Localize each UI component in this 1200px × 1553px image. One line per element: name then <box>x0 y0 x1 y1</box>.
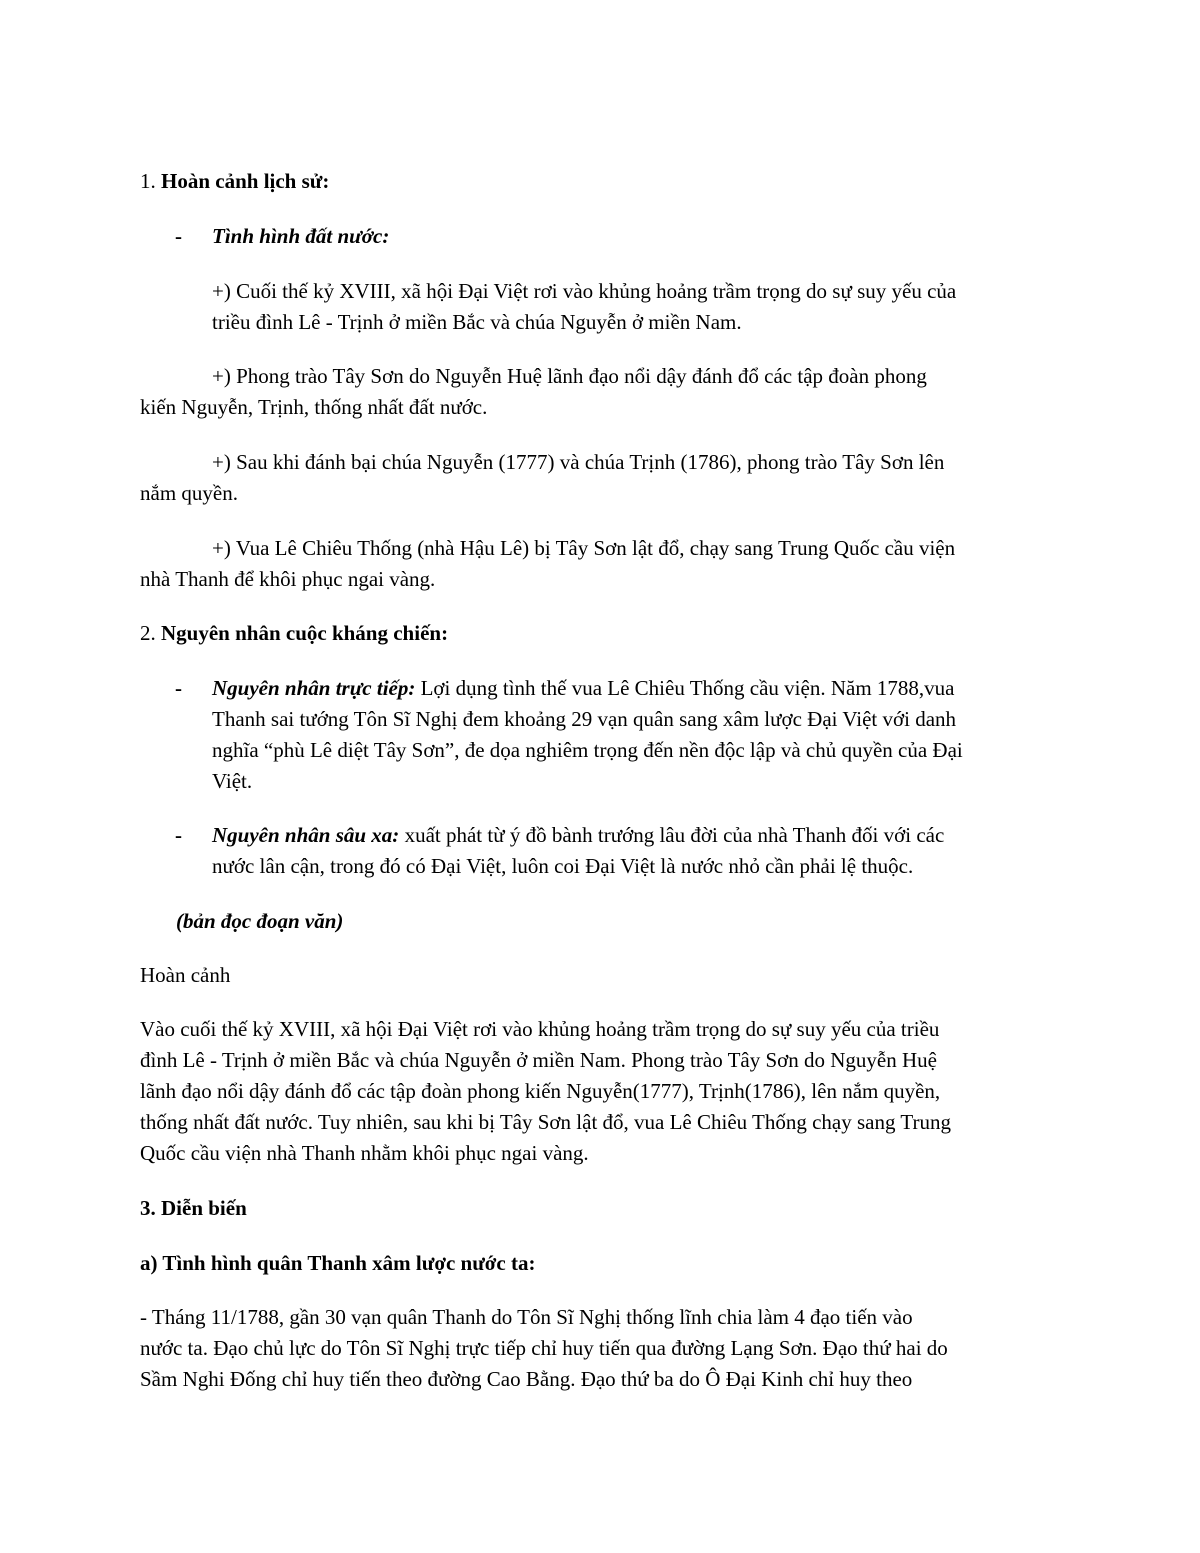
section-1-number: 1. <box>140 169 156 193</box>
section-2-number: 2. <box>140 621 156 645</box>
direct-cause-label: Nguyên nhân trực tiếp: <box>212 676 416 700</box>
bullet-2-line-1: +) Phong trào Tây Sơn do Nguyễn Huệ lãnh đạo nổi dậy đánh đổ các tập đoàn phong <box>212 364 927 388</box>
bullet-4-line-1: +) Vua Lê Chiêu Thống (nhà Hậu Lê) bị Tây Sơn lật đổ, chạy sang Trung Quốc cầu viện <box>212 536 956 560</box>
deep-cause-text: xuất phát từ ý đồ bành trướng lâu đời của nhà Thanh đối với các <box>399 823 945 847</box>
deep-cause-line-2: nước lân cận, trong đó có Đại Việt, luôn coi Đại Việt là nước nhỏ cần phải lệ thuộc. <box>212 854 914 878</box>
section-1-heading <box>140 166 329 197</box>
section-2-heading <box>140 618 448 649</box>
section-3-line-3: Sầm Nghi Đống chỉ huy tiến theo đường Cao Bằng. Đạo thứ ba do Ô Đại Kinh chỉ huy theo <box>140 1367 913 1391</box>
deep-cause-dash: - <box>175 823 182 847</box>
summary-line-2: đình Lê - Trịnh ở miền Bắc và chúa Nguyễn ở miền Nam. Phong trào Tây Sơn do Nguyễn Huệ <box>140 1048 937 1072</box>
section-3-line-1: - Tháng 11/1788, gần 30 vạn quân Thanh do Tôn Sĩ Nghị thống lĩnh chia làm 4 đạo tiến vào <box>140 1305 913 1329</box>
summary-line-1: Vào cuối thế kỷ XVIII, xã hội Đại Việt rơi vào khủng hoảng trầm trọng do sự suy yếu của triều <box>140 1017 940 1041</box>
section-2-title: Nguyên nhân cuộc kháng chiến: <box>161 621 449 645</box>
section-3-title: 3. Diễn biến <box>140 1196 247 1220</box>
bullet-4-line-2: nhà Thanh để khôi phục ngai vàng. <box>140 567 436 591</box>
bullet-2-line-2: kiến Nguyễn, Trịnh, thống nhất đất nước. <box>140 395 488 419</box>
section-3a-title: a) Tình hình quân Thanh xâm lược nước ta: <box>140 1251 536 1275</box>
reading-note: (bản đọc đoạn văn) <box>176 909 344 933</box>
bullet-1-line-2: triều đình Lê - Trịnh ở miền Bắc và chúa Nguyễn ở miền Nam. <box>212 310 742 334</box>
summary-heading: Hoàn cảnh <box>140 963 231 987</box>
section-1-title: Hoàn cảnh lịch sử: <box>161 169 330 193</box>
section-3-line-2: nước ta. Đạo chủ lực do Tôn Sĩ Nghị trực tiếp chỉ huy tiến qua đường Lạng Sơn. Đạo thứ hai do <box>140 1336 948 1360</box>
bullet-1-line-1: +) Cuối thế kỷ XVIII, xã hội Đại Việt rơi vào khủng hoảng trầm trọng do sự suy yếu của <box>212 279 957 303</box>
direct-cause-line-2: Thanh sai tướng Tôn Sĩ Nghị đem khoảng 29 vạn quân sang xâm lược Đại Việt với danh <box>212 707 957 731</box>
deep-cause-line-1 <box>212 820 944 851</box>
bullet-3-line-2: nắm quyền. <box>140 481 238 505</box>
direct-cause-dash: - <box>175 676 182 700</box>
summary-line-5: Quốc cầu viện nhà Thanh nhằm khôi phục ngai vàng. <box>140 1141 589 1165</box>
direct-cause-text: Lợi dụng tình thế vua Lê Chiêu Thống cầu viện. Năm 1788,vua <box>415 676 955 700</box>
direct-cause-line-1 <box>212 673 954 704</box>
deep-cause-label: Nguyên nhân sâu xa: <box>212 823 400 847</box>
direct-cause-line-4: Việt. <box>212 769 253 793</box>
section-1-sub-dash: - <box>175 224 182 248</box>
direct-cause-line-3: nghĩa “phù Lê diệt Tây Sơn”, đe dọa nghiêm trọng đến nền độc lập và chủ quyền của Đại <box>212 738 963 762</box>
summary-line-3: lãnh đạo nổi dậy đánh đổ các tập đoàn phong kiến Nguyễn(1777), Trịnh(1786), lên nắm quyền, <box>140 1079 941 1103</box>
summary-line-4: thống nhất đất nước. Tuy nhiên, sau khi bị Tây Sơn lật đổ, vua Lê Chiêu Thống chạy sang Trung <box>140 1110 951 1134</box>
section-1-subtitle: Tình hình đất nước: <box>212 224 390 248</box>
bullet-3-line-1: +) Sau khi đánh bại chúa Nguyễn (1777) và chúa Trịnh (1786), phong trào Tây Sơn lên <box>212 450 945 474</box>
